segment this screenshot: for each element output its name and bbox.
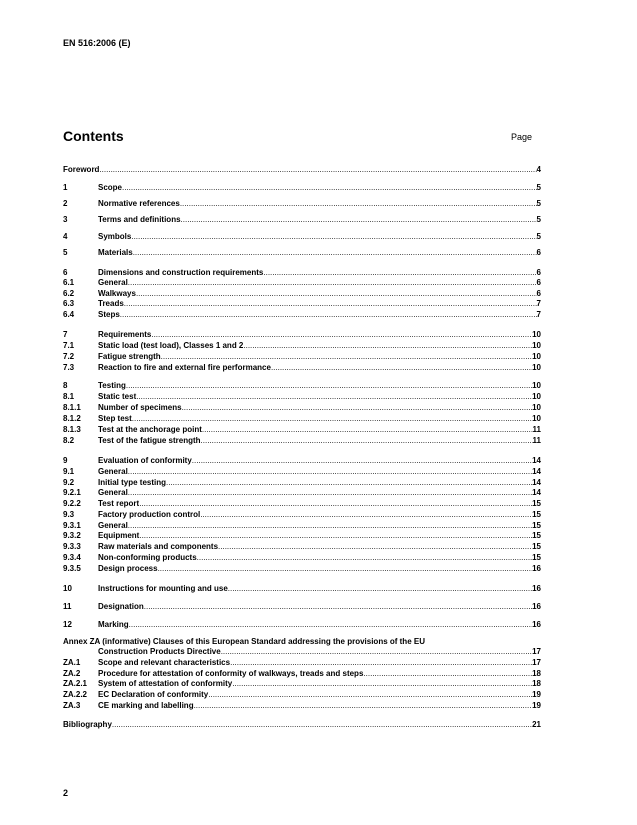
toc-entry-title: Static load (test load), Classes 1 and 2	[98, 341, 244, 350]
toc-entry-page: 16	[532, 620, 541, 629]
toc-entry-title: Evaluation of conformity	[98, 456, 192, 465]
toc-entry-number: 9.3.3	[63, 542, 81, 551]
toc-entry-title: Treads	[98, 299, 124, 308]
toc-entry-page: 10	[532, 414, 541, 423]
toc-entry[interactable]	[63, 298, 541, 309]
toc-entry-page: 18	[532, 669, 541, 678]
toc-entry-title: Design process	[98, 564, 158, 573]
dot-leader	[158, 563, 533, 574]
toc-entry-title: Construction Products Directive	[98, 647, 221, 656]
toc-entry-number: 8.1	[63, 392, 75, 401]
toc-entry-number: ZA.3	[63, 701, 81, 710]
toc-entry-number: 7.1	[63, 341, 75, 350]
toc-entry[interactable]	[63, 435, 541, 446]
toc-entry-page: 18	[532, 679, 541, 688]
toc-entry-page: 10	[532, 341, 541, 350]
dot-leader	[201, 435, 533, 446]
toc-entry-title: EC Declaration of conformity	[98, 690, 209, 699]
toc-entry[interactable]	[63, 402, 541, 413]
toc-entry-number: 9.3.4	[63, 553, 81, 562]
dot-leader	[161, 351, 532, 362]
page-column-label: Page	[511, 132, 533, 142]
toc-entry[interactable]	[63, 182, 541, 193]
toc-entry-number: 9.3.2	[63, 531, 81, 540]
toc-entry-page: 14	[532, 467, 541, 476]
dot-leader	[99, 164, 536, 175]
toc-entry-page: 10	[532, 363, 541, 372]
toc-entry-title: Scope and relevant characteristics	[98, 658, 231, 667]
toc-entry-number: 8.2	[63, 436, 75, 445]
toc-entry[interactable]	[63, 530, 541, 541]
toc-entry-page: 10	[532, 392, 541, 401]
toc-entry-title: Test at the anchorage point	[98, 425, 202, 434]
toc-entry-page: 21	[532, 720, 541, 729]
dot-leader	[192, 455, 532, 466]
toc-entry-title: Bibliography	[63, 720, 112, 729]
toc-entry-number: ZA.2.2	[63, 690, 88, 699]
annex-heading[interactable]: Annex ZA (informative) Clauses of this European Standard addressing the provisions of the EU	[63, 637, 425, 646]
toc-entry-number: 4	[63, 232, 68, 241]
toc-entry-page: 17	[532, 647, 541, 656]
toc-entry-title: Equipment	[98, 531, 140, 540]
toc-entry-number: 6.3	[63, 299, 75, 308]
toc-entry[interactable]	[63, 424, 541, 435]
toc-entry[interactable]	[63, 678, 541, 689]
toc-entry-page: 6	[536, 248, 541, 257]
toc-entry-title: Instructions for mounting and use	[98, 584, 228, 593]
toc-entry-number: 6.4	[63, 310, 75, 319]
toc-entry-title: Walkways	[98, 289, 136, 298]
toc-entry[interactable]	[63, 509, 541, 520]
toc-entry-title: Fatigue strength	[98, 352, 161, 361]
toc-entry-title: Foreword	[63, 165, 100, 174]
toc-entry-number: 2	[63, 199, 68, 208]
toc-entry-page: 15	[532, 499, 541, 508]
toc-entry-number: 9.3	[63, 510, 75, 519]
toc-entry-page: 15	[532, 521, 541, 530]
dot-leader	[197, 552, 532, 563]
dot-leader	[180, 198, 537, 209]
dot-leader	[128, 277, 537, 288]
toc-entry-page: 5	[536, 183, 541, 192]
toc-entry-number: 9	[63, 456, 68, 465]
toc-entry[interactable]	[63, 329, 541, 340]
toc-entry-title: General	[98, 467, 128, 476]
toc-entry-page: 6	[536, 268, 541, 277]
dot-leader	[230, 657, 532, 668]
page-title: Contents	[63, 128, 124, 144]
dot-leader	[126, 380, 532, 391]
dot-leader	[181, 214, 537, 225]
toc-entry-page: 14	[532, 478, 541, 487]
toc-entry-number: 8.1.3	[63, 425, 81, 434]
toc-entry-title: Dimensions and construction requirements	[98, 268, 264, 277]
toc-entry[interactable]	[63, 309, 541, 320]
toc-entry-number: 6.2	[63, 289, 75, 298]
toc-entry-number: 8.1.1	[63, 403, 81, 412]
toc-entry[interactable]	[63, 541, 541, 552]
toc-entry-page: 11	[532, 436, 541, 445]
dot-leader	[129, 619, 532, 630]
dot-leader	[271, 362, 532, 373]
dot-leader	[144, 601, 532, 612]
toc-entry[interactable]	[63, 413, 541, 424]
dot-leader	[133, 247, 537, 258]
dot-leader	[112, 719, 532, 730]
dot-leader	[194, 700, 533, 711]
toc-entry[interactable]	[63, 198, 541, 209]
toc-entry-number: 6.1	[63, 278, 75, 287]
toc-entry[interactable]	[63, 719, 541, 730]
toc-entry-page: 4	[536, 165, 541, 174]
dot-leader	[182, 402, 533, 413]
dot-leader	[131, 231, 536, 242]
toc-entry-number: 7	[63, 330, 68, 339]
toc-entry[interactable]	[63, 498, 541, 509]
toc-entry-page: 16	[532, 584, 541, 593]
toc-entry[interactable]	[63, 247, 541, 258]
toc-entry-page: 11	[532, 425, 541, 434]
dot-leader	[139, 498, 532, 509]
dot-leader	[243, 340, 532, 351]
toc-entry-page: 10	[532, 330, 541, 339]
toc-entry-title: Static test	[98, 392, 137, 401]
toc-entry[interactable]	[63, 583, 541, 594]
toc-entry-page: 10	[532, 352, 541, 361]
toc-entry-number: ZA.2.1	[63, 679, 88, 688]
toc-entry[interactable]	[63, 455, 541, 466]
toc-entry-number: 9.3.1	[63, 521, 81, 530]
toc-entry[interactable]	[63, 340, 541, 351]
toc-entry-page: 19	[532, 690, 541, 699]
toc-entry-page: 14	[532, 456, 541, 465]
toc-entry-title: CE marking and labelling	[98, 701, 194, 710]
toc-entry-number: 9.2.2	[63, 499, 81, 508]
toc-entry-number: 1	[63, 183, 68, 192]
toc-entry-title: Initial type testing	[98, 478, 167, 487]
dot-leader	[128, 466, 532, 477]
toc-entry-page: 16	[532, 602, 541, 611]
toc-entry[interactable]	[63, 689, 541, 700]
toc-entry-page: 14	[532, 488, 541, 497]
dot-leader	[132, 413, 532, 424]
toc-entry-page: 15	[532, 542, 541, 551]
dot-leader	[221, 646, 532, 657]
dot-leader	[208, 689, 532, 700]
dot-leader	[139, 530, 532, 541]
toc-entry-page: 15	[532, 510, 541, 519]
dot-leader	[120, 309, 537, 320]
toc-entry-title: Steps	[98, 310, 120, 319]
toc-entry-number: 9.3.5	[63, 564, 81, 573]
toc-entry-page: 17	[532, 658, 541, 667]
page-number: 2	[63, 788, 69, 798]
toc-entry-number: 9.1	[63, 467, 75, 476]
toc-entry-page: 6	[536, 289, 541, 298]
toc-entry-title: General	[98, 521, 128, 530]
toc-entry-title: Raw materials and components	[98, 542, 219, 551]
toc-entry-title: Number of specimens	[98, 403, 182, 412]
toc-entry-number: 3	[63, 215, 68, 224]
toc-entry-number: 9.2	[63, 478, 75, 487]
toc-entry-number: 8	[63, 381, 68, 390]
dot-leader	[151, 329, 532, 340]
toc-entry-title: Requirements	[98, 330, 152, 339]
toc-entry[interactable]	[63, 646, 541, 657]
toc-entry-title: Materials	[98, 248, 133, 257]
dot-leader	[124, 298, 537, 309]
toc-entry[interactable]	[63, 391, 541, 402]
toc-entry[interactable]	[63, 601, 541, 612]
toc-entry-title: Step test	[98, 414, 132, 423]
toc-entry-title: Scope	[98, 183, 123, 192]
toc-entry[interactable]	[63, 657, 541, 668]
toc-entry-number: 7.2	[63, 352, 75, 361]
toc-entry-number: 12	[63, 620, 72, 629]
toc-entry[interactable]	[63, 351, 541, 362]
toc-entry-page: 5	[536, 199, 541, 208]
toc-entry-number: 9.2.1	[63, 488, 81, 497]
toc-entry[interactable]	[63, 380, 541, 391]
toc-entry-title: General	[98, 278, 128, 287]
toc-entry-number: 7.3	[63, 363, 75, 372]
toc-entry-page: 6	[536, 278, 541, 287]
toc-entry-number: 10	[63, 584, 72, 593]
toc-entry[interactable]	[63, 466, 541, 477]
toc-entry-page: 5	[536, 232, 541, 241]
dot-leader	[218, 541, 532, 552]
dot-leader	[232, 678, 532, 689]
toc-entry-title: System of attestation of conformity	[98, 679, 233, 688]
toc-entry-title: Terms and definitions	[98, 215, 181, 224]
toc-entry[interactable]	[63, 214, 541, 225]
toc-entry-number: 11	[63, 602, 72, 611]
toc-entry-title: Symbols	[98, 232, 132, 241]
toc-entry-title: General	[98, 488, 128, 497]
toc-entry-page: 16	[532, 564, 541, 573]
dot-leader	[122, 182, 537, 193]
toc-entry[interactable]	[63, 563, 541, 574]
toc-entry-title: Test of the fatigue strength	[98, 436, 201, 445]
dot-leader	[136, 391, 532, 402]
dot-leader	[202, 424, 533, 435]
toc-entry[interactable]	[63, 700, 541, 711]
toc-entry[interactable]	[63, 362, 541, 373]
toc-entry[interactable]	[63, 277, 541, 288]
toc-entry-page: 7	[536, 310, 541, 319]
toc-entry-title: Marking	[98, 620, 129, 629]
toc-entry-number: ZA.1	[63, 658, 81, 667]
toc-entry[interactable]	[63, 231, 541, 242]
toc-entry-title: Factory production control	[98, 510, 201, 519]
toc-entry-number: 6	[63, 268, 68, 277]
toc-entry-number: ZA.2	[63, 669, 81, 678]
toc-entry-title: Normative references	[98, 199, 180, 208]
dot-leader	[200, 509, 532, 520]
toc-entry-page: 15	[532, 531, 541, 540]
toc-entry-title: Non-conforming products	[98, 553, 197, 562]
toc-entry-page: 19	[532, 701, 541, 710]
toc-entry-page: 5	[536, 215, 541, 224]
toc-entry-number: 5	[63, 248, 68, 257]
toc-entry[interactable]	[63, 552, 541, 563]
toc-entry-title: Procedure for attestation of conformity of walkways, treads and steps	[98, 669, 364, 678]
toc-entry-title: Testing	[98, 381, 126, 390]
toc-entry[interactable]	[63, 619, 541, 630]
toc-entry[interactable]	[63, 164, 541, 175]
toc-entry-title: Test report	[98, 499, 140, 508]
toc-entry-title: Reaction to fire and external fire performance	[98, 363, 271, 372]
toc-entry-page: 10	[532, 403, 541, 412]
document-id: EN 516:2006 (E)	[63, 38, 131, 48]
toc-entry-page: 7	[536, 299, 541, 308]
toc-entry-title: Designation	[98, 602, 144, 611]
dot-leader	[228, 583, 532, 594]
dot-leader	[128, 487, 532, 498]
toc-entry-number: 8.1.2	[63, 414, 81, 423]
toc-entry[interactable]	[63, 487, 541, 498]
toc-entry-page: 10	[532, 381, 541, 390]
toc-entry-page: 15	[532, 553, 541, 562]
